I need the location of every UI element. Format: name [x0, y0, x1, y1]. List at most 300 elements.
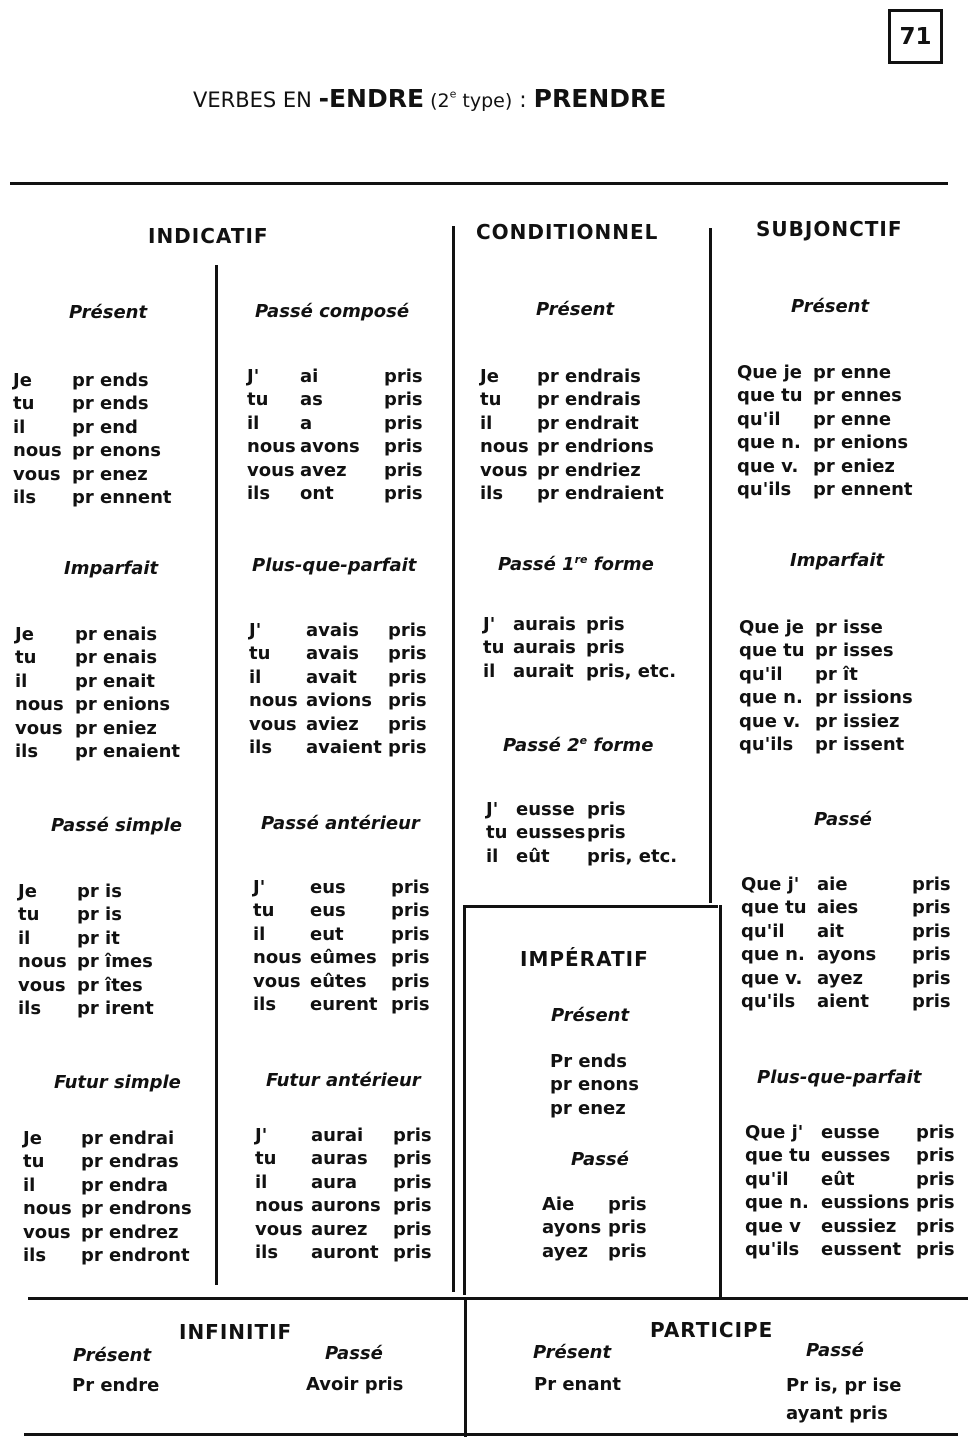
conjugation-line — [13, 439, 172, 462]
conjugation-part: il — [253, 923, 266, 945]
conjugation-part: pris — [912, 897, 951, 919]
conjugation-line — [23, 1221, 192, 1244]
conjugation-line — [23, 1174, 192, 1197]
conjugation-line — [255, 1124, 432, 1147]
conjugation-part: pr endrais — [537, 366, 641, 387]
infinitif-participe-divider — [464, 1297, 467, 1437]
conjugation-line — [486, 821, 677, 844]
conjugation-part: pr endrais — [537, 389, 641, 411]
conjugation-line — [483, 613, 676, 636]
conjugation-part: il — [23, 1174, 36, 1196]
conditionnel-passe-2-sup: e — [579, 734, 588, 747]
conjugation-part: pris, etc. — [587, 845, 678, 867]
subjonctif-plus-que-parfait-header: Plus-que-parfait — [757, 1067, 922, 1088]
conjugation-line — [247, 459, 423, 482]
conjugation-line — [486, 798, 677, 821]
conjugation-part: Je — [23, 1128, 42, 1149]
conjugation-line — [13, 463, 172, 486]
conjugation-part: pris — [384, 482, 423, 504]
subjonctif-plus-que-parfait-block — [745, 1121, 955, 1261]
conjugation-line — [480, 412, 664, 435]
conjugation-part: pr îtes — [77, 974, 143, 996]
conjugation-part: avais — [306, 620, 359, 641]
conjugation-part: nous — [23, 1198, 72, 1220]
conjugation-part: ils — [18, 997, 42, 1019]
conjugation-part: tu — [15, 647, 37, 669]
conjugation-line — [550, 1073, 639, 1096]
conjugation-part: tu — [253, 900, 275, 922]
conjugation-line — [18, 880, 154, 903]
conjugation-part: qu'ils — [739, 733, 794, 755]
conjugation-part: tu — [255, 1148, 277, 1170]
conjugation-part: pr ennent — [72, 486, 172, 508]
conjugation-line — [550, 1097, 639, 1120]
conjugation-part: pr issent — [815, 733, 905, 755]
conjugation-line — [741, 967, 951, 990]
conjugation-part: pr endraient — [537, 482, 664, 504]
conjugation-part: pris — [388, 620, 427, 641]
indicatif-futur-anterieur-block — [255, 1124, 432, 1264]
conjugation-line — [247, 412, 423, 435]
title-part-d: e — [449, 87, 457, 101]
conjugation-part: Que je — [737, 362, 802, 383]
conjugation-part: que tu — [739, 640, 805, 662]
conjugation-part: Pr ends — [550, 1051, 627, 1072]
conjugation-part: eût — [821, 1168, 855, 1190]
subjonctif-passe-header: Passé — [814, 809, 872, 830]
conjugation-part: vous — [480, 459, 528, 481]
indicatif-present-block — [13, 369, 172, 509]
conjugation-part: eusses — [516, 822, 586, 844]
conjugation-part: eusse — [821, 1122, 880, 1143]
conjugation-line — [739, 639, 913, 662]
imperatif-header: IMPÉRATIF — [520, 947, 649, 971]
conjugation-part: pr enne — [813, 362, 892, 383]
conditionnel-passe-1-block — [483, 613, 676, 683]
imperatif-passe-header: Passé — [571, 1149, 629, 1170]
conjugation-part: aurait — [513, 660, 574, 682]
conjugation-part: ont — [300, 482, 334, 504]
indicatif-passe-anterieur-header: Passé antérieur — [261, 813, 420, 834]
conjugation-part: vous — [253, 970, 301, 992]
conjugation-line — [483, 660, 676, 683]
imperatif-present-header: Présent — [551, 1005, 630, 1026]
conjugation-line — [745, 1238, 955, 1261]
conjugation-part: nous — [249, 690, 298, 712]
conjugation-part: pris — [912, 920, 951, 942]
conjugation-line — [253, 876, 430, 899]
bottom-rule — [24, 1433, 958, 1436]
conjugation-part: que tu — [741, 897, 807, 919]
subjonctif-present-header: Présent — [791, 296, 870, 317]
conjugation-part: il — [18, 927, 31, 949]
conjugation-part: pr issiez — [815, 710, 900, 732]
conjugation-part: pris — [393, 1218, 432, 1240]
conjugation-line — [542, 1240, 647, 1263]
conjugation-part: pr endrons — [81, 1198, 192, 1220]
conjugation-line — [247, 435, 423, 458]
conjugation-line — [483, 636, 676, 659]
indicatif-futur-simple-header: Futur simple — [54, 1072, 181, 1093]
conjugation-part: que tu — [745, 1145, 811, 1167]
conjugation-part: aurais — [513, 614, 576, 635]
conjugation-part: tu — [23, 1151, 45, 1173]
indicatif-plus-que-parfait-header: Plus-que-parfait — [252, 555, 417, 576]
conjugation-line — [255, 1194, 432, 1217]
conjugation-part: auront — [311, 1241, 379, 1263]
conjugation-part: tu — [18, 904, 40, 926]
conjugation-part: eus — [310, 877, 346, 898]
indicatif-passe-simple-block — [18, 880, 154, 1020]
conjugation-part: Que je — [739, 617, 804, 638]
conjugation-part: vous — [23, 1221, 71, 1243]
subjonctif-present-block — [737, 361, 913, 501]
conjugation-line — [247, 365, 423, 388]
infinitif-header: INFINITIF — [179, 1320, 293, 1344]
conjugation-part: eussent — [821, 1238, 902, 1260]
conjugation-part: ai — [300, 366, 319, 387]
conjugation-part: aient — [817, 990, 869, 1012]
conjugation-part: pris — [916, 1168, 955, 1190]
conjugation-part: J' — [483, 614, 496, 635]
conjugation-part: pr isse — [815, 617, 883, 638]
conjugation-line — [13, 486, 172, 509]
subjonctif-imparfait-block — [739, 616, 913, 756]
conjugation-line — [249, 736, 427, 759]
page-number-box — [888, 9, 943, 64]
conjugation-part: que v — [745, 1215, 801, 1237]
conjugation-part: pris — [586, 637, 625, 659]
conjugation-part: pr enons — [550, 1074, 639, 1096]
conjugation-part: pris — [388, 690, 427, 712]
page-number: 71 — [899, 23, 932, 50]
conjugation-part: pr isses — [815, 640, 894, 662]
conjugation-line — [480, 435, 664, 458]
conjugation-part: nous — [253, 947, 302, 969]
conjugation-part: vous — [255, 1218, 303, 1240]
conjugation-part: pris — [384, 459, 423, 481]
conjugation-part: pris — [384, 389, 423, 411]
imperatif-present-block — [550, 1050, 639, 1120]
conjugation-line — [480, 459, 664, 482]
conjugation-part: avons — [300, 436, 360, 458]
conjugation-part: ils — [480, 482, 504, 504]
conjugation-part: pris — [393, 1195, 432, 1217]
indicatif-passe-compose-header: Passé composé — [255, 301, 410, 322]
conjugation-line — [253, 993, 430, 1016]
conjugation-line — [741, 873, 951, 896]
conjugation-part: que n. — [745, 1192, 809, 1214]
conjugation-part: pris — [912, 967, 951, 989]
conjugation-part: pr it — [77, 927, 120, 949]
conditionnel-passe-1-sup: re — [574, 553, 588, 566]
conjugation-part: pr end — [72, 416, 138, 438]
conjugation-part: que tu — [737, 385, 803, 407]
conditionnel-passe-2-header — [503, 734, 653, 756]
conjugation-part: pris — [916, 1238, 955, 1260]
conjugation-part: ayez — [817, 967, 864, 989]
indicatif-plus-que-parfait-block — [249, 619, 427, 759]
conditionnel-passe-1-main: Passé 1 — [498, 554, 575, 575]
conditionnel-passe-1-header — [498, 553, 654, 575]
conjugation-part: pr endrions — [537, 436, 654, 458]
title-part-g: PRENDRE — [533, 84, 667, 113]
conjugation-part: pr enaient — [75, 740, 180, 762]
conjugation-line — [737, 455, 913, 478]
conjugation-line — [249, 619, 427, 642]
conjugation-part: nous — [15, 694, 64, 716]
conjugation-part: pr irent — [77, 997, 154, 1019]
infinitif-present-value: Pr endre — [72, 1375, 160, 1396]
subjonctif-header: SUBJONCTIF — [756, 217, 903, 241]
conjugation-part: pr ends — [72, 393, 149, 415]
conjugation-part: pris — [916, 1145, 955, 1167]
conjugation-line — [737, 361, 913, 384]
conjugation-part: avaient — [306, 736, 382, 758]
conjugation-part: pr enons — [72, 440, 161, 462]
conjugation-part: aurez — [311, 1218, 368, 1240]
divider-indicatif-conditionnel — [452, 226, 455, 1292]
infinitif-passe-value: Avoir pris — [306, 1374, 404, 1395]
conjugation-line — [18, 950, 154, 973]
conjugation-part: pr ennes — [813, 385, 902, 407]
conjugation-part: tu — [247, 389, 269, 411]
conjugation-line — [739, 616, 913, 639]
conjugation-part: pris — [388, 643, 427, 665]
conjugation-line — [745, 1215, 955, 1238]
conjugation-part: tu — [249, 643, 271, 665]
conjugation-part: qu'il — [737, 408, 781, 430]
conjugation-part: eût — [516, 845, 550, 867]
conjugation-part: eussions — [821, 1192, 910, 1214]
conjugation-part: pris — [391, 947, 430, 969]
conjugation-part: pr endront — [81, 1244, 190, 1266]
subjonctif-imparfait-header: Imparfait — [790, 550, 885, 571]
conditionnel-passe-2-block — [486, 798, 677, 868]
conjugation-line — [542, 1216, 647, 1239]
conditionnel-passe-2-tail: forme — [587, 735, 654, 756]
title-part-e: type) — [456, 90, 513, 112]
conjugation-part: pris — [608, 1240, 647, 1262]
conjugation-part: pr enait — [75, 670, 155, 692]
conjugation-part: ils — [15, 740, 39, 762]
conjugation-part: aie — [817, 874, 848, 895]
conjugation-part: pris — [912, 944, 951, 966]
conditionnel-passe-1-tail: forme — [587, 554, 654, 575]
conjugation-part: Aie — [542, 1194, 575, 1215]
conjugation-part: pris — [388, 736, 427, 758]
conjugation-part: il — [486, 845, 499, 867]
imperatif-right-line — [719, 905, 722, 1297]
conjugation-part: Pr is, pr ise — [786, 1375, 902, 1396]
conjugation-line — [23, 1127, 192, 1150]
conjugation-part: que n. — [741, 944, 805, 966]
conjugation-part: Je — [15, 624, 34, 645]
conjugation-part: Je — [13, 370, 32, 391]
conditionnel-passe-2-main: Passé 2 — [503, 735, 580, 756]
conjugation-part: auras — [311, 1148, 368, 1170]
conjugation-part: pr îmes — [77, 951, 153, 973]
conjugation-part: nous — [247, 436, 296, 458]
conjugation-part: avait — [306, 666, 357, 688]
conjugation-part: pris — [608, 1194, 647, 1215]
conjugation-line — [745, 1168, 955, 1191]
conjugation-line — [23, 1197, 192, 1220]
conjugation-part: qu'ils — [741, 990, 796, 1012]
conjugation-line — [249, 713, 427, 736]
conjugation-part: pr ennent — [813, 478, 913, 500]
conjugation-part: pr eniez — [75, 717, 157, 739]
conjugation-part: ayez — [542, 1240, 589, 1262]
conjugation-part: ils — [23, 1244, 47, 1266]
conjugation-line — [23, 1150, 192, 1173]
conjugation-line — [18, 927, 154, 950]
conjugation-part: ils — [255, 1241, 279, 1263]
bottom-table-top-rule — [28, 1297, 968, 1300]
conjugation-part: pr eniez — [813, 455, 895, 477]
conjugation-part: eus — [310, 900, 346, 922]
conjugation-part: pris — [586, 614, 625, 635]
conjugation-line — [745, 1121, 955, 1144]
conjugation-part: tu — [480, 389, 502, 411]
conjugation-part: tu — [483, 637, 505, 659]
conjugation-part: vous — [247, 459, 295, 481]
conjugation-part: eûtes — [310, 970, 367, 992]
conjugation-part: que n. — [739, 687, 803, 709]
conjugation-part: pris — [916, 1192, 955, 1214]
conjugation-part: Je — [480, 366, 499, 387]
conjugation-line — [739, 733, 913, 756]
participe-present-header: Présent — [533, 1342, 612, 1363]
conjugation-part: il — [255, 1171, 268, 1193]
conjugation-line — [737, 431, 913, 454]
indicatif-imparfait-block — [15, 623, 180, 763]
conjugation-part: eûmes — [310, 947, 377, 969]
conjugation-part: pris — [393, 1125, 432, 1146]
imperatif-top-rule — [463, 905, 718, 908]
conjugation-part: pris — [388, 666, 427, 688]
conjugation-part: que n. — [737, 432, 801, 454]
conjugation-line — [247, 482, 423, 505]
conditionnel-present-header: Présent — [536, 299, 615, 320]
indicatif-futur-simple-block — [23, 1127, 192, 1267]
conjugation-line — [480, 365, 664, 388]
indicatif-passe-anterieur-block — [253, 876, 430, 1016]
conjugation-line — [249, 666, 427, 689]
conjugation-line — [249, 642, 427, 665]
conjugation-part: pris, etc. — [586, 660, 677, 682]
conjugation-part: pr enions — [813, 432, 909, 454]
conjugation-line — [18, 974, 154, 997]
conjugation-part: pr enions — [75, 694, 171, 716]
conjugation-part: il — [483, 660, 496, 682]
conjugation-part: J' — [249, 620, 262, 641]
indicatif-passe-simple-header: Passé simple — [51, 815, 182, 836]
conjugation-part: pris — [391, 970, 430, 992]
conjugation-part: pris — [393, 1171, 432, 1193]
conjugation-part: pr endriez — [537, 459, 641, 481]
conjugation-line — [13, 369, 172, 392]
conjugation-part: nous — [255, 1195, 304, 1217]
conjugation-part: pr endras — [81, 1151, 179, 1173]
conjugation-part: eut — [310, 923, 344, 945]
conjugation-part: avais — [306, 643, 359, 665]
conjugation-line — [786, 1372, 901, 1400]
conjugation-part: pris — [391, 877, 430, 898]
conjugation-part: pr endrai — [81, 1128, 175, 1149]
conjugation-part: pr ends — [72, 370, 149, 391]
infinitif-present-header: Présent — [73, 1345, 152, 1366]
conjugation-part: Que j' — [745, 1122, 804, 1143]
conjugation-part: vous — [13, 463, 61, 485]
subjonctif-passe-block — [741, 873, 951, 1013]
conjugation-line — [739, 686, 913, 709]
conjugation-part: aurons — [311, 1195, 381, 1217]
conjugation-part: pr is — [77, 881, 122, 902]
conjugation-part: aura — [311, 1171, 357, 1193]
conjugation-part: pr enais — [75, 647, 158, 669]
conjugation-part: qu'ils — [745, 1238, 800, 1260]
conjugation-part: ils — [13, 486, 37, 508]
conjugation-part: pr is — [77, 904, 122, 926]
conjugation-part: tu — [486, 822, 508, 844]
conjugation-line — [737, 384, 913, 407]
conjugation-part: pris — [916, 1122, 955, 1143]
conjugation-part: pris — [388, 713, 427, 735]
conjugation-line — [15, 623, 180, 646]
conjugation-line — [786, 1400, 901, 1428]
imperatif-left-line — [463, 905, 466, 1295]
conjugation-line — [550, 1050, 639, 1073]
conjugation-part: pr endrez — [81, 1221, 179, 1243]
title-part-a: VERBES EN — [193, 88, 319, 112]
indicatif-futur-anterieur-header: Futur antérieur — [266, 1070, 421, 1091]
conjugation-part: a — [300, 412, 313, 434]
conjugation-part: vous — [18, 974, 66, 996]
title-part-f: : — [512, 88, 534, 113]
conjugation-part: que v. — [737, 455, 799, 477]
conjugation-part: eusses — [821, 1145, 891, 1167]
conjugation-part: que v. — [741, 967, 803, 989]
conjugation-part: qu'il — [741, 920, 785, 942]
conjugation-line — [15, 693, 180, 716]
conjugation-line — [745, 1191, 955, 1214]
conjugation-line — [486, 845, 677, 868]
indicatif-header: INDICATIF — [148, 224, 269, 248]
conjugation-part: pris — [393, 1241, 432, 1263]
conjugation-line — [253, 923, 430, 946]
conjugation-line — [741, 920, 951, 943]
conjugation-line — [255, 1241, 432, 1264]
conjugation-part: ils — [249, 736, 273, 758]
conjugation-part: qu'il — [739, 663, 783, 685]
infinitif-passe-header: Passé — [325, 1343, 383, 1364]
conjugation-part: J' — [486, 799, 499, 820]
conjugation-line — [249, 689, 427, 712]
conjugation-part: ait — [817, 920, 844, 942]
conjugation-part: pr endra — [81, 1174, 168, 1196]
conditionnel-present-block — [480, 365, 664, 505]
conjugation-part: tu — [13, 393, 35, 415]
conjugation-line — [737, 478, 913, 501]
conjugation-part: pr ît — [815, 663, 858, 685]
conjugation-part: aurai — [311, 1125, 364, 1146]
conjugation-part: pris — [384, 436, 423, 458]
conjugation-part: J' — [253, 877, 266, 898]
conjugation-part: ils — [247, 482, 271, 504]
conjugation-part: pr issions — [815, 687, 913, 709]
conjugation-line — [737, 408, 913, 431]
